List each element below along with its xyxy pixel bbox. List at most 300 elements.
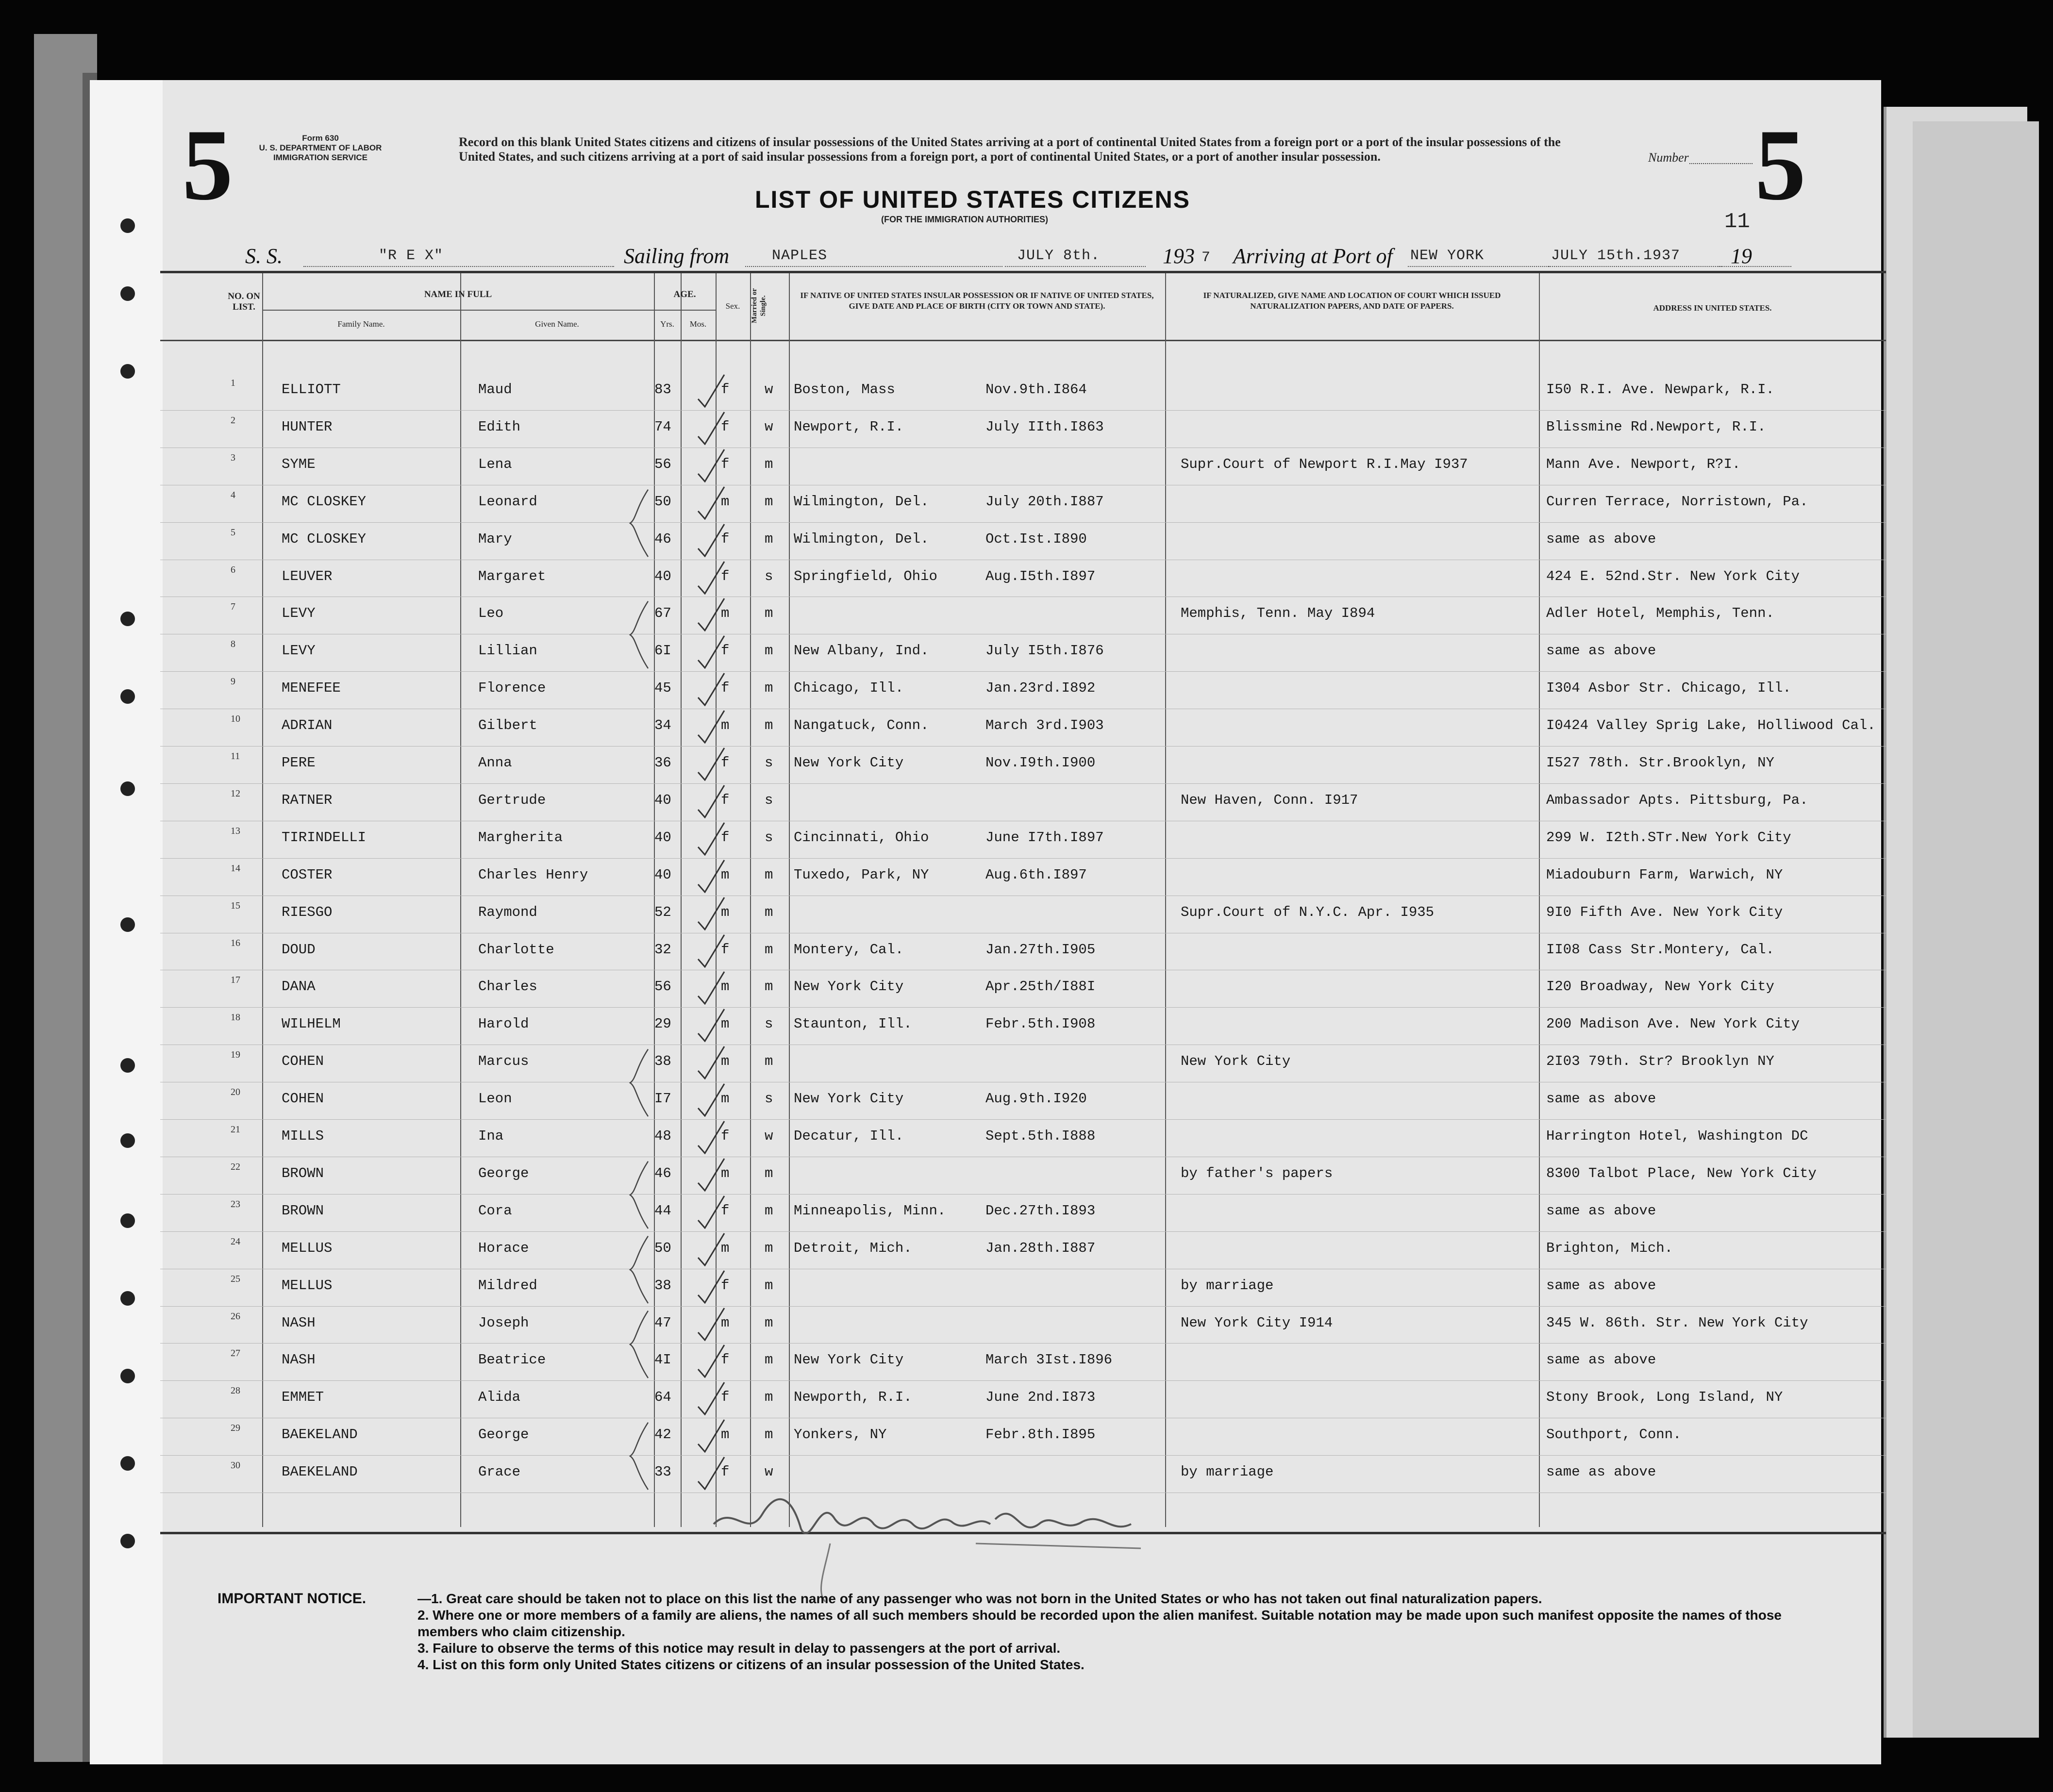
cell-status: m [765, 979, 773, 995]
cell-birth-place: Cincinnati, Ohio [794, 829, 929, 846]
arrival-date: JULY 15th.1937 [1551, 248, 1681, 264]
cell-sex: m [721, 1165, 730, 1181]
cell-birth-place: Chicago, Ill. [794, 680, 904, 697]
cell-age: 50 [654, 1240, 671, 1256]
cell-status: m [765, 605, 773, 622]
cell-family: LEVY [282, 605, 316, 622]
page-title: LIST OF UNITED STATES CITIZENS [755, 186, 1191, 213]
cell-sex: f [721, 680, 730, 697]
cell-given: Raymond [478, 904, 537, 920]
cell-no: 14 [231, 863, 240, 874]
cell-birth-date: July I5th.I876 [985, 643, 1104, 659]
cell-birth-date: Aug.6th.I897 [985, 866, 1087, 883]
cell-address: same as above [1546, 1352, 1656, 1368]
cell-status: s [765, 1016, 773, 1032]
cell-family: HUNTER [282, 418, 333, 435]
number-label: Number [1648, 150, 1689, 165]
cell-status: m [765, 941, 773, 958]
cell-naturalized: New York City I914 [1181, 1314, 1333, 1331]
cell-sex: f [721, 643, 730, 659]
table-row [160, 1195, 1886, 1232]
cell-status: w [765, 1128, 773, 1144]
cell-no: 8 [231, 639, 235, 650]
check-mark-icon [694, 1045, 728, 1079]
notice-item: 2. Where one or more members of a family are aliens, the names of all such members should be recorded upon the alien manifest. Suitable notation may be made upon such manifest opposite the names of those members who claim citizenship. [417, 1608, 1782, 1639]
cell-status: m [765, 1240, 773, 1256]
cell-address: same as above [1546, 1464, 1656, 1480]
sailing-date-line [1005, 266, 1146, 267]
cell-status: s [765, 755, 773, 771]
form-number-right: 5 [1755, 109, 1806, 221]
cell-birth-place: Springfield, Ohio [794, 568, 937, 584]
year-digit: 7 [1202, 249, 1211, 266]
cell-birth-place: New York City [794, 979, 904, 995]
cell-family: BAEKELAND [282, 1464, 358, 1480]
cell-sex: f [721, 568, 730, 584]
table-row [160, 822, 1886, 859]
cell-no: 20 [231, 1087, 240, 1098]
cell-sex: m [721, 1240, 730, 1256]
cell-no: 10 [231, 713, 240, 725]
check-mark-icon [694, 1307, 728, 1341]
check-mark-icon [694, 448, 728, 482]
cell-given: Charles Henry [478, 866, 588, 883]
table-row [160, 1344, 1886, 1381]
cell-sex: m [721, 1053, 730, 1070]
cell-no: 30 [231, 1460, 240, 1471]
cell-family: MILLS [282, 1128, 324, 1144]
cell-birth-date: Oct.Ist.I890 [985, 531, 1087, 547]
cell-family: DOUD [282, 941, 316, 958]
cell-sex: m [721, 493, 730, 510]
header-birth: IF NATIVE OF UNITED STATES INSULAR POSSESSION OR IF NATIVE OF UNITED STATES, GIVE DATE AND PLACE OF BIRTH (CITY OR TOWN AND STATE). [800, 291, 1154, 311]
cell-status: s [765, 792, 773, 808]
cell-age: I7 [654, 1091, 671, 1107]
cell-family: EMMET [282, 1389, 324, 1406]
cell-age: 40 [654, 568, 671, 584]
check-mark-icon [694, 1344, 728, 1378]
cell-age: 40 [654, 829, 671, 846]
cell-birth-place: Tuxedo, Park, NY [794, 866, 929, 883]
form-id: Form 630 [302, 133, 339, 143]
cell-no: 13 [231, 825, 240, 836]
sailing-port-line [745, 266, 1002, 267]
cell-given: Gertrude [478, 792, 546, 808]
cell-no: 16 [231, 937, 240, 948]
notice-title: IMPORTANT NOTICE. [217, 1591, 367, 1607]
cell-given: Harold [478, 1016, 529, 1032]
cell-age: 48 [654, 1128, 671, 1144]
family-bracket [626, 486, 655, 561]
binder-hole [120, 917, 135, 932]
cell-sex: m [721, 605, 730, 622]
notice-item: —1. Great care should be taken not to place on this list the name of any passenger who was not born in the United States or who has not taken out final naturalization papers. [417, 1591, 1542, 1606]
cell-family: LEUVER [282, 568, 333, 584]
table-row [160, 1419, 1886, 1456]
cell-address: 9I0 Fifth Ave. New York City [1546, 904, 1783, 920]
arrival-port-line [1408, 266, 1549, 267]
cell-family: LEVY [282, 643, 316, 659]
inspector-signature [704, 1466, 1165, 1611]
cell-age: 64 [654, 1389, 671, 1406]
cell-birth-place: Yonkers, NY [794, 1427, 887, 1443]
table-row [160, 1381, 1886, 1419]
cell-sex: f [721, 382, 730, 398]
cell-birth-date: June 2nd.I873 [985, 1389, 1096, 1406]
header-given-name: Given Name. [535, 319, 579, 329]
cell-age: 46 [654, 531, 671, 547]
cell-given: Leonard [478, 493, 537, 510]
cell-no: 9 [231, 676, 235, 687]
family-bracket [626, 597, 655, 672]
cell-family: NASH [282, 1352, 316, 1368]
table-row [160, 1158, 1886, 1195]
cell-given: Joseph [478, 1314, 529, 1331]
cell-status: s [765, 829, 773, 846]
cell-family: COHEN [282, 1053, 324, 1070]
check-mark-icon [694, 597, 728, 631]
check-mark-icon [694, 561, 728, 595]
table-row [160, 374, 1886, 411]
header-name-in-full: NAME IN FULL [424, 289, 492, 299]
cell-address: Harrington Hotel, Washington DC [1546, 1128, 1808, 1144]
cell-given: Charles [478, 979, 537, 995]
cell-family: MC CLOSKEY [282, 493, 367, 510]
cell-address: same as above [1546, 643, 1656, 659]
cell-no: 17 [231, 975, 240, 986]
cell-sex: f [721, 1464, 730, 1480]
cell-status: m [765, 1389, 773, 1406]
cell-naturalized: by marriage [1181, 1277, 1274, 1294]
cell-no: 27 [231, 1348, 240, 1359]
table-row [160, 784, 1886, 822]
cell-birth-date: Aug.I5th.I897 [985, 568, 1096, 584]
cell-sex: m [721, 1427, 730, 1443]
cell-sex: f [721, 1352, 730, 1368]
cell-status: m [765, 531, 773, 547]
underlying-page-2 [1913, 121, 2039, 1738]
check-mark-icon [694, 784, 728, 818]
cell-birth-place: Newport, R.I. [794, 418, 904, 435]
year-trailing-line [1719, 266, 1791, 267]
binder-hole [120, 286, 135, 301]
cell-age: 38 [654, 1277, 671, 1294]
cell-birth-date: Febr.5th.I908 [985, 1016, 1096, 1032]
cell-family: BAEKELAND [282, 1427, 358, 1443]
cell-birth-date: March 3rd.I903 [985, 717, 1104, 734]
cell-address: I0424 Valley Sprig Lake, Holliwood Cal. [1546, 717, 1876, 734]
cell-address: same as above [1546, 1091, 1656, 1107]
binder-hole [120, 1133, 135, 1148]
cell-sex: m [721, 904, 730, 920]
cell-sex: f [721, 1389, 730, 1406]
header-yrs: Yrs. [660, 319, 674, 329]
cell-birth-date: July 20th.I887 [985, 493, 1104, 510]
family-bracket [626, 1045, 655, 1120]
check-mark-icon [694, 1083, 728, 1117]
table-row [160, 896, 1886, 934]
table-row [160, 672, 1886, 710]
cell-birth-place: Minneapolis, Minn. [794, 1202, 946, 1219]
table-row [160, 561, 1886, 598]
age-subrule [654, 310, 716, 311]
name-subrule [262, 310, 654, 311]
row-rule [160, 1455, 1886, 1456]
check-mark-icon [694, 635, 728, 669]
cell-status: m [765, 680, 773, 697]
check-mark-icon [694, 1195, 728, 1229]
cell-given: Mary [478, 531, 512, 547]
cell-given: Lillian [478, 643, 537, 659]
cell-family: ADRIAN [282, 717, 333, 734]
cell-family: RATNER [282, 792, 333, 808]
table-row [160, 411, 1886, 448]
cell-birth-place: Wilmington, Del. [794, 531, 929, 547]
cell-sex: f [721, 941, 730, 958]
cell-age: 46 [654, 1165, 671, 1181]
notice-item: 3. Failure to observe the terms of this notice may result in delay to passengers at the port of arrival. [417, 1641, 1061, 1656]
check-mark-icon [694, 1158, 728, 1192]
cell-given: Edith [478, 418, 521, 435]
table-row [160, 1120, 1886, 1158]
table-row [160, 1307, 1886, 1344]
row-rule [160, 1119, 1886, 1120]
cell-given: George [478, 1427, 529, 1443]
cell-given: Margaret [478, 568, 546, 584]
cell-birth-place: Boston, Mass [794, 382, 895, 398]
binder-hole [120, 1058, 135, 1073]
cell-naturalized: by father's papers [1181, 1165, 1333, 1181]
cell-given: Anna [478, 755, 512, 771]
table-row [160, 1083, 1886, 1120]
cell-naturalized: by marriage [1181, 1464, 1274, 1480]
cell-address: I20 Broadway, New York City [1546, 979, 1774, 995]
cell-family: SYME [282, 456, 316, 472]
cell-age: 47 [654, 1314, 671, 1331]
cell-age: 67 [654, 605, 671, 622]
cell-naturalized: Memphis, Tenn. May I894 [1181, 605, 1375, 622]
department-name: U. S. DEPARTMENT OF LABOR [259, 143, 382, 152]
cell-birth-place: Staunton, Ill. [794, 1016, 912, 1032]
year-trailing: 19 [1731, 244, 1752, 268]
cell-birth-date: Aug.9th.I920 [985, 1091, 1087, 1107]
cell-given: George [478, 1165, 529, 1181]
cell-address: 2I03 79th. Str? Brooklyn NY [1546, 1053, 1774, 1070]
cell-age: 29 [654, 1016, 671, 1032]
binder-hole [120, 1291, 135, 1306]
row-rule [160, 1343, 1886, 1344]
table-row [160, 635, 1886, 672]
cell-sex: m [721, 1016, 730, 1032]
table-row [160, 597, 1886, 635]
header-bottom-rule [160, 340, 1886, 341]
cell-naturalized: Supr.Court of Newport R.I.May I937 [1181, 456, 1468, 472]
header-sex: Sex. [725, 301, 740, 311]
cell-no: 12 [231, 788, 240, 799]
cell-birth-date: Jan.27th.I905 [985, 941, 1096, 958]
cell-birth-place: Newporth, R.I. [794, 1389, 912, 1406]
cell-no: 2 [231, 415, 235, 426]
cell-no: 28 [231, 1385, 240, 1396]
cell-sex: f [721, 792, 730, 808]
family-bracket [626, 1158, 655, 1232]
cell-given: Alida [478, 1389, 521, 1406]
binder-hole [120, 364, 135, 379]
cell-status: m [765, 1053, 773, 1070]
row-rule [160, 858, 1886, 859]
check-mark-icon [694, 822, 728, 856]
notice-list [417, 1591, 1825, 1673]
cell-sex: m [721, 717, 730, 734]
cell-birth-date: March 3Ist.I896 [985, 1352, 1113, 1368]
cell-status: m [765, 493, 773, 510]
cell-birth-date: Nov.9th.I864 [985, 382, 1087, 398]
cell-no: 7 [231, 601, 235, 613]
binder-hole [120, 1456, 135, 1471]
row-rule [160, 522, 1886, 523]
cell-address: I50 R.I. Ave. Newpark, R.I. [1546, 382, 1774, 398]
cell-address: I304 Asbor Str. Chicago, Ill. [1546, 680, 1791, 697]
cell-given: Beatrice [478, 1352, 546, 1368]
cell-birth-place: Nangatuck, Conn. [794, 717, 929, 734]
cell-birth-date: Sept.5th.I888 [985, 1128, 1096, 1144]
check-mark-icon [694, 486, 728, 520]
arrival-date-line [1549, 266, 1723, 267]
binder-hole [120, 1369, 135, 1383]
check-mark-icon [694, 747, 728, 781]
cell-family: TIRINDELLI [282, 829, 367, 846]
cell-birth-place: New York City [794, 755, 904, 771]
cell-address: Mann Ave. Newport, R?I. [1546, 456, 1741, 472]
cell-status: s [765, 1091, 773, 1107]
cell-naturalized: New Haven, Conn. I917 [1181, 792, 1358, 808]
table-row [160, 523, 1886, 561]
cell-address: same as above [1546, 531, 1656, 547]
binder-hole [120, 689, 135, 704]
cell-address: 299 W. I2th.STr.New York City [1546, 829, 1791, 846]
header-married-single: Married or Single. [751, 288, 767, 324]
cell-address: same as above [1546, 1277, 1656, 1294]
cell-no: 1 [231, 378, 235, 388]
cell-family: MELLUS [282, 1240, 333, 1256]
binder-hole [120, 612, 135, 626]
cell-birth-date: Dec.27th.I893 [985, 1202, 1096, 1219]
cell-given: Maud [478, 382, 512, 398]
cell-address: Stony Brook, Long Island, NY [1546, 1389, 1783, 1406]
table-row [160, 971, 1886, 1008]
table-row [160, 448, 1886, 486]
cell-age: 74 [654, 418, 671, 435]
arriving-label: Arriving at Port of [1233, 244, 1393, 268]
cell-given: Leo [478, 605, 504, 622]
cell-given: Grace [478, 1464, 521, 1480]
row-rule [160, 671, 1886, 672]
cell-no: 4 [231, 489, 235, 500]
cell-age: 33 [654, 1464, 671, 1480]
cell-status: m [765, 456, 773, 472]
sailing-port: NAPLES [772, 248, 828, 264]
header-no: NO. ON LIST. [228, 291, 260, 312]
cell-sex: f [721, 1277, 730, 1294]
cell-age: 40 [654, 792, 671, 808]
cell-status: m [765, 1165, 773, 1181]
cell-address: Adler Hotel, Memphis, Tenn. [1546, 605, 1774, 622]
page-subtitle: (FOR THE IMMIGRATION AUTHORITIES) [881, 215, 1048, 224]
cell-age: 45 [654, 680, 671, 697]
cell-age: 56 [654, 979, 671, 995]
cell-address: 345 W. 86th. Str. New York City [1546, 1314, 1808, 1331]
header-family-name: Family Name. [337, 319, 385, 329]
cell-age: 32 [654, 941, 671, 958]
cell-birth-date: Febr.8th.I895 [985, 1427, 1096, 1443]
cell-given: Horace [478, 1240, 529, 1256]
cell-status: m [765, 643, 773, 659]
cell-no: 15 [231, 900, 240, 911]
cell-no: 25 [231, 1273, 240, 1284]
row-rule [160, 1194, 1886, 1195]
cell-birth-place: Decatur, Ill. [794, 1128, 904, 1144]
table-row [160, 1045, 1886, 1083]
form-instructions: Record on this blank United States citizens and citizens of insular possessions of the United States arriving at a port of continental United States from a foreign port or a port of the insular possessions of the United States, and such citizens arriving at a port of said insular possessions from a foreign port, a port of continental United States, or a port of another insular possession. [459, 135, 1561, 164]
cell-status: m [765, 1202, 773, 1219]
family-bracket [626, 1419, 655, 1493]
cell-sex: m [721, 1091, 730, 1107]
check-mark-icon [694, 971, 728, 1005]
cell-status: m [765, 1352, 773, 1368]
cell-naturalized: New York City [1181, 1053, 1291, 1070]
row-rule [160, 1231, 1886, 1232]
cell-given: Mildred [478, 1277, 537, 1294]
notice-item: 4. List on this form only United States citizens or citizens of an insular possession of the United States. [417, 1657, 1085, 1672]
header-naturalized: IF NATURALIZED, GIVE NAME AND LOCATION OF COURT WHICH ISSUED NATURALIZATION PAPERS, AND DATE OF PAPERS. [1203, 291, 1501, 311]
table-row [160, 859, 1886, 896]
cell-age: 42 [654, 1427, 671, 1443]
cell-given: Florence [478, 680, 546, 697]
cell-sex: f [721, 755, 730, 771]
check-mark-icon [694, 411, 728, 445]
cell-no: 29 [231, 1423, 240, 1434]
cell-no: 21 [231, 1124, 240, 1135]
binder-hole [120, 218, 135, 233]
cell-status: m [765, 904, 773, 920]
cell-no: 24 [231, 1236, 240, 1247]
cell-age: 52 [654, 904, 671, 920]
binder-hole [120, 1213, 135, 1228]
cell-age: 36 [654, 755, 671, 771]
row-rule [160, 746, 1886, 747]
cell-given: Leon [478, 1091, 512, 1107]
header-address: ADDRESS IN UNITED STATES. [1653, 303, 1772, 313]
cell-status: w [765, 382, 773, 398]
family-bracket [626, 1232, 655, 1307]
cell-age: 40 [654, 866, 671, 883]
cell-age: 44 [654, 1202, 671, 1219]
cell-age: 38 [654, 1053, 671, 1070]
cell-age: 34 [654, 717, 671, 734]
cell-address: II08 Cass Str.Montery, Cal. [1546, 941, 1774, 958]
cell-status: w [765, 1464, 773, 1480]
cell-family: BROWN [282, 1165, 324, 1181]
cell-birth-date: June I7th.I897 [985, 829, 1104, 846]
sailing-date: JULY 8th. [1017, 248, 1101, 264]
check-mark-icon [694, 523, 728, 557]
cell-given: Cora [478, 1202, 512, 1219]
cell-birth-date: Nov.I9th.I900 [985, 755, 1096, 771]
cell-no: 26 [231, 1311, 240, 1322]
cell-birth-place: Detroit, Mich. [794, 1240, 912, 1256]
cell-status: s [765, 568, 773, 584]
cell-sex: f [721, 1202, 730, 1219]
